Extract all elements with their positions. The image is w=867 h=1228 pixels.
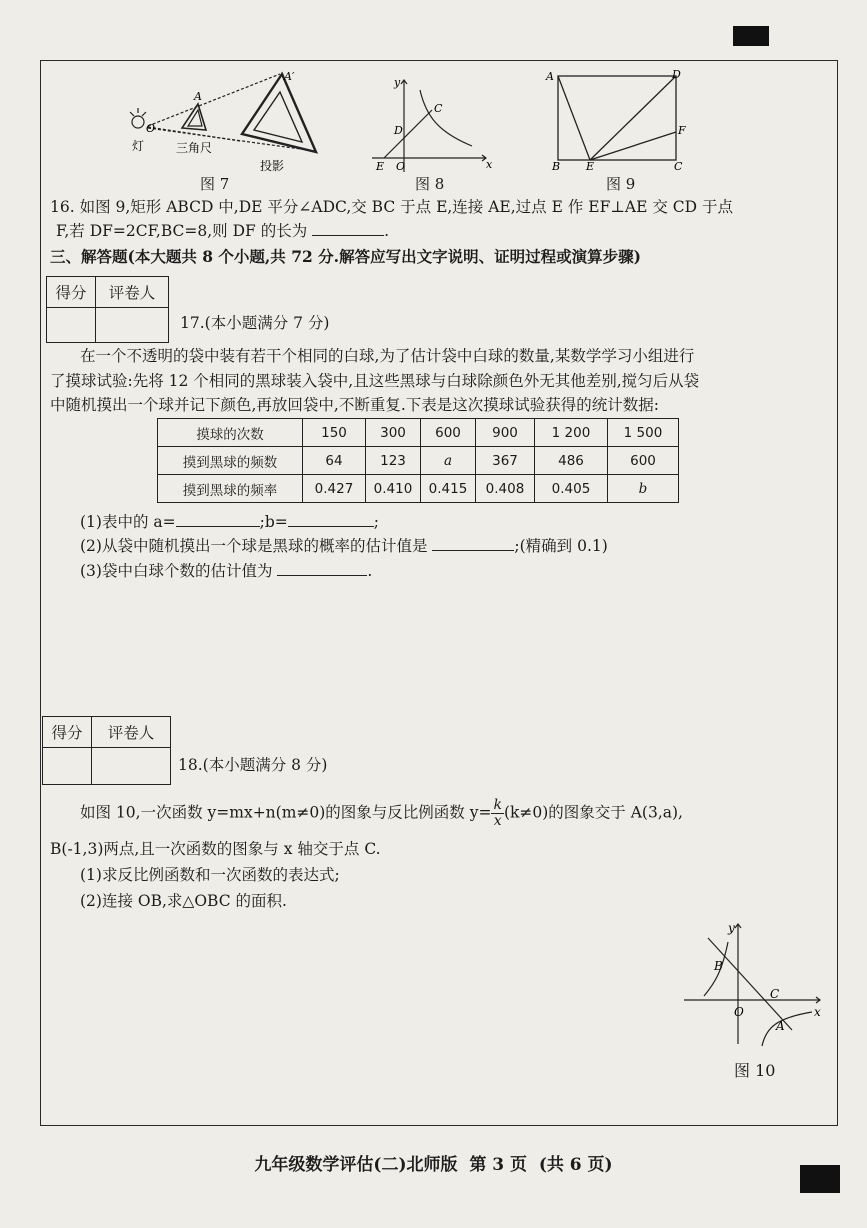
fig9-caption: 图 9: [606, 175, 636, 193]
q16-line2: [56, 219, 389, 242]
fig10-caption: 图 10: [734, 1061, 776, 1080]
q17-blank-b[interactable]: [288, 510, 374, 527]
fig7-label-o: O: [146, 122, 156, 135]
q18-grader-cell[interactable]: [92, 748, 171, 785]
q18-p1-text-b: (k≠0)的图象交于 A(3,a),: [503, 803, 683, 822]
q16-line2-text: F,若 DF=2CF,BC=8,则 DF 的长为: [56, 222, 308, 240]
q18-p1: [80, 798, 683, 829]
fig7-label-a-prime: A′: [284, 70, 295, 83]
q17-score-box: [46, 276, 169, 343]
q18-s1: (1)求反比例函数和一次函数的表达式;: [80, 866, 340, 884]
q18-p1-text-a: 如图 10,一次函数 y=mx+n(m≠0)的图象与反比例函数 y=: [80, 803, 492, 822]
fig10-label-y: y: [728, 921, 735, 935]
q18-frac-num: k: [493, 797, 502, 813]
fig10-label-b: B: [714, 959, 723, 973]
q17-blank-white-count[interactable]: [277, 559, 367, 576]
fig9-label-a: A: [546, 70, 554, 83]
q18-head: 18.(本小题满分 8 分): [178, 756, 328, 774]
table-cell: 0.410: [366, 475, 421, 503]
q17-score-cell[interactable]: [47, 308, 96, 343]
figure-9: [540, 66, 690, 174]
q17-blank-probability[interactable]: [432, 534, 514, 551]
q17-p1: 在一个不透明的袋中装有若干个相同的白球,为了估计袋中白球的数量,某数学学习小组进行: [80, 347, 695, 365]
q17-grader-label: 评卷人: [96, 277, 169, 308]
fig7-label-ruler: 三角尺: [176, 141, 213, 155]
q17-sub1: [80, 510, 379, 533]
table-cell: 0.408: [476, 475, 535, 503]
fig8-label-y: y: [394, 76, 401, 89]
table-cell: 123: [366, 447, 421, 475]
q17-sub1-text-a: (1)表中的 a=: [80, 513, 176, 531]
fig9-label-f: F: [678, 124, 686, 137]
q17-score-label: 得分: [47, 277, 96, 308]
fig8-label-o: O: [396, 160, 406, 173]
table-cell: 摸到黑球的频率: [158, 475, 303, 503]
table-cell: 摸到黑球的频数: [158, 447, 303, 475]
fig8-label-c: C: [434, 102, 443, 115]
table-cell: 486: [535, 447, 608, 475]
q18-score-box: [42, 716, 171, 785]
table-cell: 900: [476, 419, 535, 447]
q16-answer-blank[interactable]: [312, 219, 384, 236]
table-cell: 摸球的次数: [158, 419, 303, 447]
fig7-label-lamp: 灯: [132, 139, 145, 153]
table-cell: 0.427: [303, 475, 366, 503]
q18-p2: B(-1,3)两点,且一次函数的图象与 x 轴交于点 C.: [50, 840, 381, 858]
table-cell: 367: [476, 447, 535, 475]
figure-7: [120, 66, 320, 178]
q17-blank-a[interactable]: [176, 510, 260, 527]
q18-grader-label: 评卷人: [92, 717, 171, 748]
table-cell: 64: [303, 447, 366, 475]
table-cell: 600: [608, 447, 679, 475]
q17-p3: 中随机摸出一个球并记下颜色,再放回袋中,不断重复.下表是这次摸球试验获得的统计数据:: [50, 396, 660, 414]
table-cell: 1 200: [535, 419, 608, 447]
q17-sub1-text-c: ;: [373, 513, 379, 531]
q18-frac-den: x: [493, 813, 502, 829]
fig7-caption: 图 7: [200, 175, 230, 193]
fig10-label-a: A: [776, 1019, 785, 1033]
figure-8: [368, 72, 498, 176]
q17-sub3-text-a: (3)袋中白球个数的估计值为: [80, 562, 273, 580]
q18-score-cell[interactable]: [43, 748, 92, 785]
section3-title: 三、解答题(本大题共 8 个小题,共 72 分.解答应写出文字说明、证明过程或演算步骤): [50, 247, 641, 266]
table-cell: 0.415: [421, 475, 476, 503]
q18-s2: (2)连接 OB,求△OBC 的面积.: [80, 892, 287, 910]
table-cell: 1 500: [608, 419, 679, 447]
fig8-caption: 图 8: [415, 175, 445, 193]
fig10-label-c: C: [770, 987, 780, 1001]
fig8-label-d: D: [394, 124, 403, 137]
corner-mark-top: [733, 26, 769, 46]
fig7-label-a: A: [194, 90, 202, 103]
figure-10: [680, 918, 828, 1048]
q17-p2: 了摸球试验:先将 12 个相同的黑球装入袋中,且这些黑球与白球除颜色外无其他差别,搅匀后从袋: [50, 372, 700, 390]
fig8-label-e: E: [376, 160, 385, 173]
q17-sub3: [80, 559, 372, 582]
table-cell: b: [608, 475, 679, 503]
q16-line2-end: .: [384, 222, 390, 240]
q18-score-label: 得分: [43, 717, 92, 748]
table-cell: 600: [421, 419, 476, 447]
table-cell: 150: [303, 419, 366, 447]
q17-sub3-text-b: .: [367, 562, 373, 580]
table-row: [158, 419, 679, 447]
fig10-label-x: x: [814, 1005, 821, 1019]
table-cell: a: [421, 447, 476, 475]
lamp-icon: [132, 116, 144, 128]
fig9-label-b: B: [552, 160, 561, 173]
table-cell: 300: [366, 419, 421, 447]
table-cell: 0.405: [535, 475, 608, 503]
q17-sub2-text-b: ;(精确到 0.1): [514, 537, 608, 555]
q17-head: 17.(本小题满分 7 分): [180, 314, 330, 332]
page-footer: 九年级数学评估(二)北师版 第 3 页 (共 6 页): [254, 1155, 613, 1175]
q17-grader-cell[interactable]: [96, 308, 169, 343]
q18-fraction: [491, 798, 503, 829]
fig9-label-d: D: [672, 68, 681, 81]
q17-data-table: [157, 418, 679, 503]
table-row: [158, 475, 679, 503]
q17-sub2-text-a: (2)从袋中随机摸出一个球是黑球的概率的估计值是: [80, 537, 428, 555]
q17-sub2: [80, 534, 608, 557]
fig9-label-c: C: [674, 160, 683, 173]
fig9-label-e: E: [586, 160, 595, 173]
table-row: [158, 447, 679, 475]
fig7-label-shadow: 投影: [260, 159, 285, 173]
q17-sub1-text-b: ;b=: [259, 513, 288, 531]
fig10-label-o: O: [734, 1005, 744, 1019]
q16-line1: 16. 如图 9,矩形 ABCD 中,DE 平分∠ADC,交 BC 于点 E,连接 AE,过点 E 作 EF⊥AE 交 CD 于点: [50, 198, 733, 216]
fig8-label-x: x: [486, 158, 493, 171]
